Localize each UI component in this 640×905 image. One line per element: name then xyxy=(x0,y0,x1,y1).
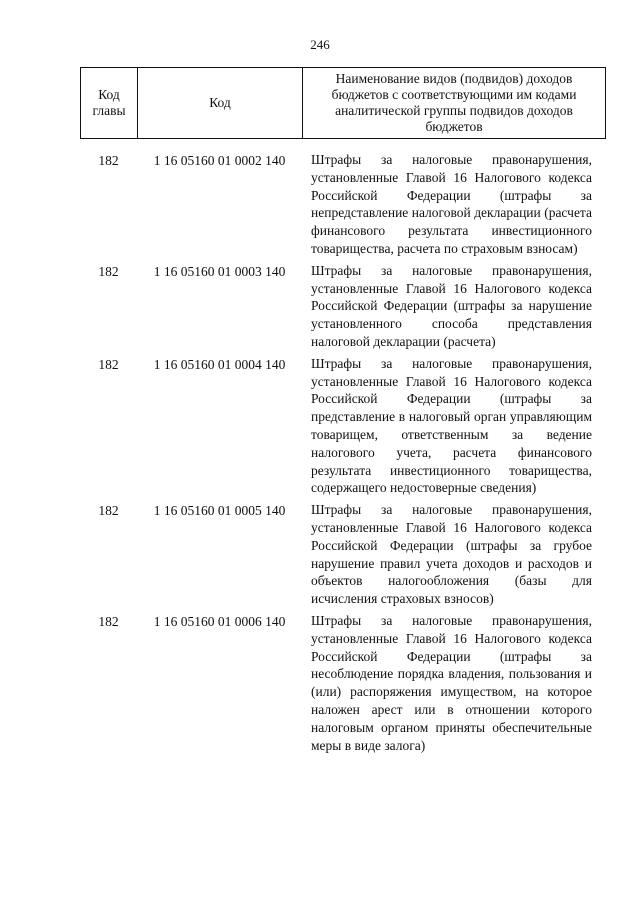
code-cell: 1 16 05160 01 0002 140 xyxy=(153,153,286,168)
code-cell: 1 16 05160 01 0005 140 xyxy=(153,503,286,519)
header-revenue-name: Наименование видов (подвидов) доходов бюджетов с соответствующими им кодами аналитической группы подвидов доходов бюджетов xyxy=(331,71,577,134)
table-row xyxy=(80,612,606,754)
chapter-code-cell: 182 xyxy=(98,153,119,168)
table-row xyxy=(80,262,606,351)
chapter-code-cell: 182 xyxy=(98,356,119,372)
code-cell: 1 16 05160 01 0004 140 xyxy=(153,356,286,372)
code-cell: 1 16 05160 01 0003 140 xyxy=(153,263,286,279)
table-body xyxy=(80,151,606,758)
table-row xyxy=(80,355,606,497)
revenue-name-cell: Штрафы за налоговые правонарушения, установленные Главой 16 Налогового кодекса Российской Федерации (штрафы за несоблюдение порядка владения, пользования и (или) распоряжения имуществом, на которое наложен арест или в отношении которого налоговым органом приняты обеспечительные меры в виде залога) xyxy=(311,612,592,753)
table-header xyxy=(80,67,606,139)
table-row xyxy=(80,151,606,258)
chapter-code-cell: 182 xyxy=(98,263,119,279)
header-code: Код xyxy=(138,68,303,138)
revenue-name-cell: Штрафы за налоговые правонарушения, установленные Главой 16 Налогового кодекса Российской Федерации (штрафы за непредставление налоговой декларации (расчета финансового результата инвестиционного товарищества, расчета по страховым взносам) xyxy=(311,152,592,256)
page-number: 246 xyxy=(310,37,330,52)
code-cell: 1 16 05160 01 0006 140 xyxy=(153,613,286,629)
chapter-code-cell: 182 xyxy=(98,503,119,519)
revenue-name-cell: Штрафы за налоговые правонарушения, установленные Главой 16 Налогового кодекса Российской Федерации (штрафы за представление в налоговый орган управляющим товарищем, ответственным за ведение налогового учета, расчета финансового результата инвестиционного товарищества, содержащего недостоверные сведения) xyxy=(311,355,592,496)
chapter-code-cell: 182 xyxy=(98,613,119,629)
revenue-name-cell: Штрафы за налоговые правонарушения, установленные Главой 16 Налогового кодекса Российской Федерации (штрафы за нарушение установленного способа представления налоговой декларации (расчета) xyxy=(311,262,592,349)
header-chapter-code: Код главы xyxy=(81,68,138,138)
revenue-name-cell: Штрафы за налоговые правонарушения, установленные Главой 16 Налогового кодекса Российской Федерации (штрафы за грубое нарушение правил учета доходов и расходов и объектов налогообложения (базы для исчисления страховых взносов) xyxy=(311,502,592,607)
table-row xyxy=(80,501,606,608)
